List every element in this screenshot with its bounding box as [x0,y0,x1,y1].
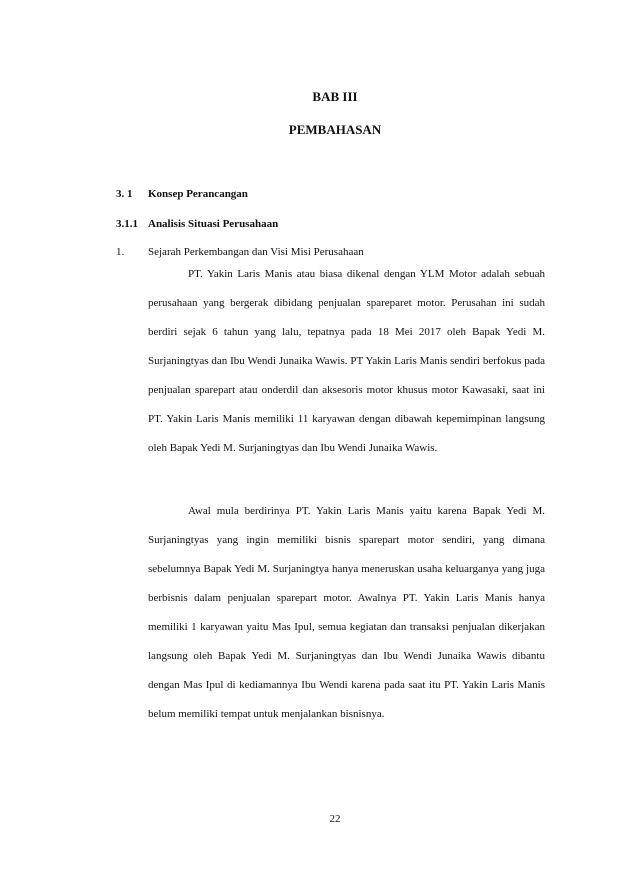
list-item-title: Sejarah Perkembangan dan Visi Misi Perusahaan [148,246,364,258]
page-number: 22 [329,813,341,825]
section-heading [116,188,248,200]
subsection-heading [116,218,278,230]
chapter-title: PEMBAHASAN [288,122,382,137]
list-item [116,246,364,258]
chapter-label: BAB III [312,89,358,104]
body-paragraph-1: PT. Yakin Laris Manis atau biasa dikenal dengan YLM Motor adalah sebuah perusahaan yang bergerak dibidang penjualan spareparet motor. Perusahan ini sudah berdiri sejak 6 tahun yang lalu, tepatnya pada 18 Mei 2017 oleh Bapak Yedi M. Surjaningtyas dan Ibu Wendi Junaika Wawis. PT Yakin Laris Manis sendiri berfokus pada penjualan sparepart atau onderdil dan aksesoris motor khusus motor Kawasaki, saat ini PT. Yakin Laris Manis memiliki 11 karyawan dengan dibawah kepemimpinan langsung oleh Bapak Yedi M. Surjaningtyas dan Ibu Wendi Junaika Wawis. [148,268,545,454]
subsection-title: Analisis Situasi Perusahaan [148,218,279,230]
section-number: 3. 1 [116,188,133,200]
subsection-number: 3.1.1 [116,218,138,230]
list-item-number: 1. [116,246,125,258]
section-title: Konsep Perancangan [148,188,248,200]
body-paragraph-2: Awal mula berdirinya PT. Yakin Laris Manis yaitu karena Bapak Yedi M. Surjaningtyas yang ingin memiliki bisnis sparepart motor sendiri, yang dimana sebelumnya Bapak Yedi M. Surjaningtya hanya meneruskan usaha keluarganya yang juga berbisnis dalam penjualan sparepart motor. Awalnya PT. Yakin Laris Manis hanya memiliki 1 karyawan yaitu Mas Ipul, semua kegiatan dan transaksi penjualan dikerjakan langsung oleh Bapak Yedi M. Surjaningtyas dan Ibu Wendi Junaika Wawis dibantu dengan Mas Ipul di kediamannya Ibu Wendi karena pada saat itu PT. Yakin Laris Manis belum memiliki tempat untuk menjalankan bisnisnya. [148,505,545,720]
